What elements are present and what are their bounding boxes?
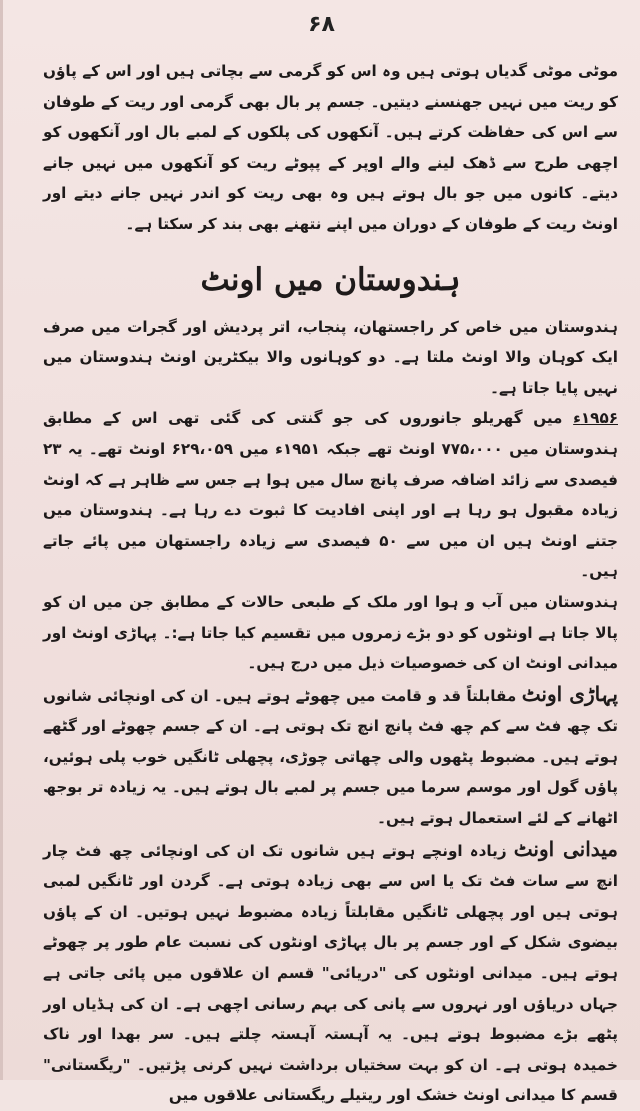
- paragraph-camel-protection: موٹی موٹی گدیاں ہوتی ہیں وہ اس کو گرمی سے بچاتی ہیں اور اس کے پاؤں کو ریت میں نہیں جھنسنے دیتیں۔ جسم پر بال بھی گرمی اور ریت کے طوفان سے اس کی حفاظت کرتے ہیں۔ آنکھوں کی پلکوں کے لمبے بال اور آنکھوں کو اچھی طرح سے ڈھک لینے والے اوپر کے پپوٹے ریت کو آنکھوں میں نہیں جانے دیتے۔ کانوں میں جو بال ہوتے ہیں وہ بھی ریت کو اندر نہیں جانے دیتے اور اونٹ ریت کے طوفان کے دوران میں اپنے نتھنے بھی بند کر سکتا ہے۔: [43, 62, 618, 233]
- section-heading: ہندوستان میں اونٹ: [200, 261, 461, 298]
- plains-camel-text: زیادہ اونچے ہوتے ہیں شانوں تک ان کی اونچائی چھ فٹ چار انچ سے سات فٹ تک یا اس سے بھی زیادہ ہوتی ہے۔ گردن اور ٹانگیں لمبی ہوتی ہیں اور پچھلی ٹانگیں مقابلتاً زیادہ مضبوط نہیں ہوتیں۔ ان کے پاؤں بیضوی شکل کے اور جسم پر بال پہاڑی اونٹوں کی نسبت عام طور پر چھوٹے ہوتے ہیں۔ میدانی اونٹوں کی "دریائی" قسم ان علاقوں میں پائی جاتی ہے جہاں دریاؤں اور نہروں سے پانی کی بہم رسانی اچھی ہے۔ ان کی ہڈیاں اور پٹھے بڑے مضبوط ہوتے ہیں۔ یہ آہستہ آہستہ چلتے ہیں۔ سر بھدا اور ناک خمیدہ ہوتی ہے۔ ان کو بہت سختیاں برداشت نہیں کرنی پڑتیں۔ "ریگستانی" قسم کا میدانی اونٹ خشک اور ریتیلے ریگستانی علاقوں میں: [43, 841, 618, 1105]
- census-text: میں گھریلو جانوروں کی جو گنتی کی گئی تھی اس کے مطابق ہندوستان میں ۷۷۵،۰۰۰ اونٹ تھے جبکہ ۱۹۵۱ء میں ۶۲۹،۰۵۹ اونٹ تھے۔ یہ ۲۳ فیصدی سے زائد اضافہ صرف پانچ سال میں ہوا ہے جس سے ظاہر ہے کہ اونٹ زیادہ مقبول ہو رہا ہے اور اپنی افادیت کا ثبوت دے رہا ہے۔ ہندوستان میں جتنے اونٹ ہیں ان میں سے ۵۰ فیصدی سے زیادہ راجستھان میں پائے جاتے ہیں۔: [43, 409, 618, 581]
- page-body: [43, 56, 618, 1111]
- paragraph-categories: ہندوستان میں آب و ہوا اور ملک کے طبعی حالات کے مطابق جن میں ان کو پالا جاتا ہے اونٹوں کو دو بڑے زمروں میں تقسیم کیا جاتا ہے:۔ پہاڑی اونٹ اور میدانی اونٹ ان کی خصوصیات ذیل میں درج ہیں۔: [43, 592, 618, 673]
- paragraph-hill-camel: [43, 679, 618, 834]
- paragraph-plains-camel: [43, 834, 618, 1111]
- plains-camel-term: میدانی اونٹ: [513, 836, 619, 861]
- page-number: ۶۸: [308, 12, 335, 37]
- hill-camel-text: مقابلتاً قد و قامت میں چھوٹے ہوتے ہیں۔ ان کی اونچائی شانوں تک چھ فٹ سے کم چھ فٹ پانچ انچ تک ہوتی ہے۔ ان کے جسم چھوٹے اور گٹھے ہوتے ہیں۔ مضبوط پٹھوں والی چھاتی چوڑی، پچھلی ٹانگیں خوب پلی ہوئیں، پاؤں گول اور موسم سرما میں جسم پر لمبے بال ہوتے ہیں۔ یہ زیادہ تر بوجھ اٹھانے کے لئے استعمال ہوتے ہیں۔: [43, 686, 618, 828]
- paragraph-census: [43, 403, 618, 587]
- paragraph-camels-in-india: ہندوستان میں خاص کر راجستھان، پنجاب، اتر پردیش اور گجرات میں صرف ایک کوہان والا اونٹ ملتا ہے۔ دو کوہانوں والا بیکٹرین اونٹ ہندوستان میں نہیں پایا جاتا ہے۔: [43, 317, 618, 397]
- hill-camel-term: پہاڑی اونٹ: [521, 681, 618, 706]
- census-year: ۱۹۵۶ء: [573, 409, 618, 428]
